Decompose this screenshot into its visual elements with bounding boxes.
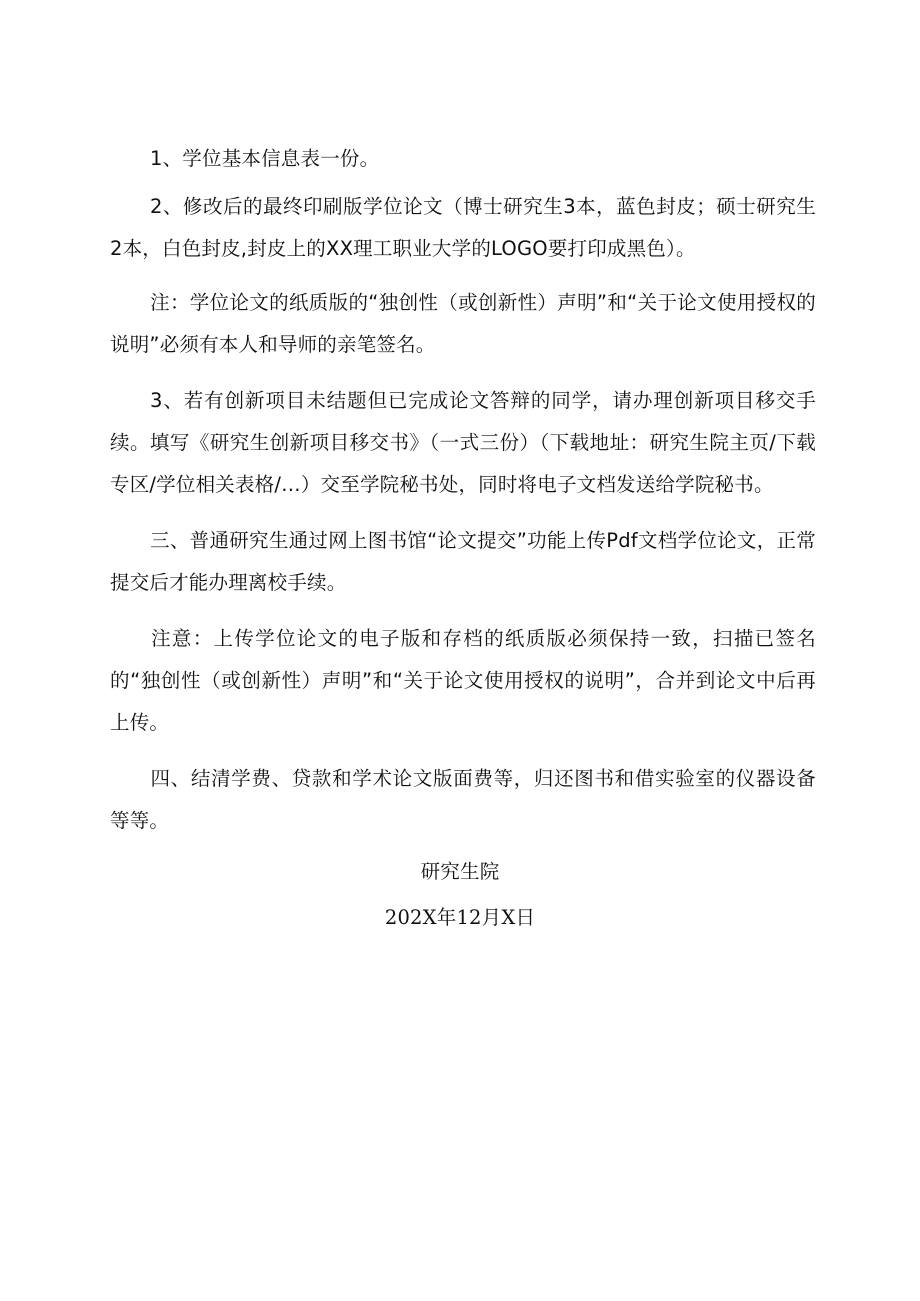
paragraph-text: 注意：上传学位论文的电子版和存档的纸质版必须保持一致，扫描已签名的“独创性（或创新性）声明”和“关于论文使用授权的说明”，合并到论文中后再上传。 <box>110 627 816 734</box>
list-item <box>110 138 816 180</box>
date: 202X年12月X日 <box>384 906 536 929</box>
list-item <box>110 186 816 270</box>
list-item <box>110 758 816 842</box>
list-item <box>110 380 816 506</box>
paragraph-text: 三、普通研究生通过网上图书馆“论文提交”功能上传Pdf文档学位论文，正常提交后才能办理离校手续。 <box>110 529 816 594</box>
list-item <box>110 520 816 604</box>
paragraph-text: 2、修改后的最终印刷版学位论文（博士研究生3本，蓝色封皮；硕士研究生2本，白色封皮,封皮上的XX理工职业大学的LOGO要打印成黑色）。 <box>110 195 816 260</box>
paragraph-text: 1、学位基本信息表一份。 <box>150 147 380 170</box>
paragraph-text: 注：学位论文的纸质版的“独创性（或创新性）声明”和“关于论文使用授权的说明”必须有本人和导师的亲笔签名。 <box>110 291 816 356</box>
signature: 研究生院 <box>420 860 500 883</box>
list-item <box>110 618 816 744</box>
paragraph-text: 3、若有创新项目未结题但已完成论文答辩的同学，请办理创新项目移交手续。填写《研究生创新项目移交书》（一式三份）（下载地址：研究生院主页/下载专区/学位相关表格/…）交至学院秘书处，同时将电子文档发送给学院秘书。 <box>110 389 816 496</box>
list-item <box>110 282 816 366</box>
paragraph-text: 四、结清学费、贷款和学术论文版面费等，归还图书和借实验室的仪器设备等等。 <box>110 767 816 832</box>
